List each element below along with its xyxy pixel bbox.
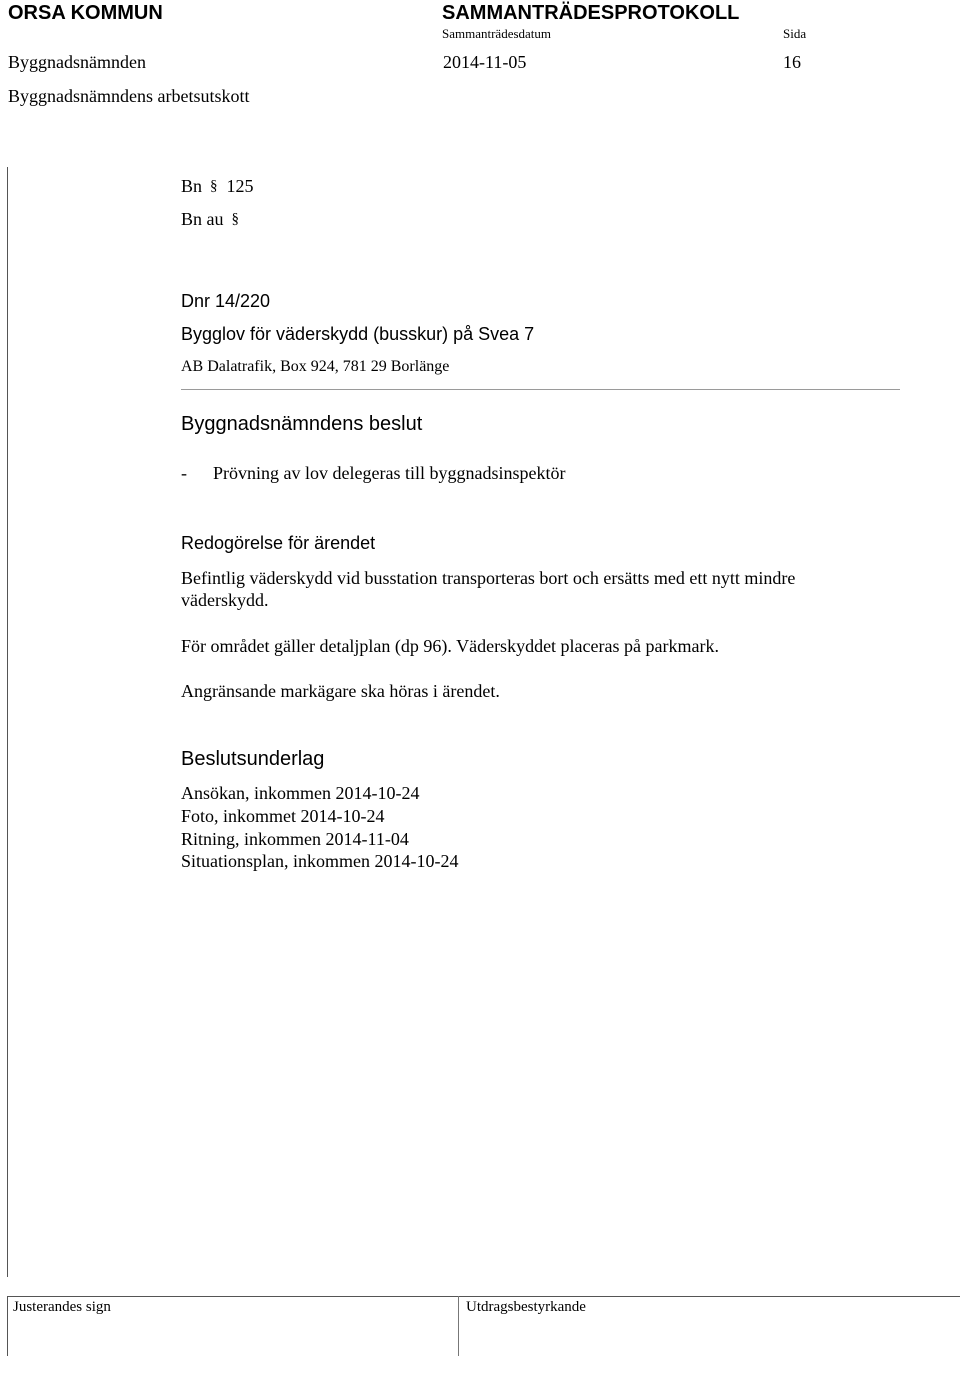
decision-item: [181, 463, 565, 484]
signature-label: Justerandes sign: [13, 1299, 111, 1315]
report-text-line: väderskydd.: [181, 590, 269, 610]
footer-divider: [458, 1296, 459, 1356]
decision-item-dash: -: [181, 463, 187, 483]
organization-name: ORSA KOMMUN: [8, 2, 163, 24]
page-number: 16: [783, 52, 801, 72]
report-text-line: Angränsande markägare ska höras i ärendet.: [181, 681, 500, 701]
applicant-address: AB Dalatrafik, Box 924, 781 29 Borlänge: [181, 358, 450, 375]
bn-au-label: Bn au: [181, 209, 224, 229]
meeting-date-label: Sammanträdesdatum: [442, 26, 552, 41]
footer-rule: [7, 1296, 960, 1297]
bn-au-paragraph-ref: [181, 209, 239, 230]
basis-item: Situationsplan, inkommen 2014-10-24: [181, 851, 459, 871]
decision-item-text: Prövning av lov delegeras till byggnadsinspektör: [213, 463, 566, 483]
report-text-line: För området gäller detaljplan (dp 96). Väderskyddet placeras på parkmark.: [181, 636, 719, 656]
margin-rule: [7, 167, 8, 1277]
page-label: Sida: [783, 26, 807, 41]
section-symbol: §: [210, 178, 218, 194]
section-symbol: §: [231, 211, 239, 227]
committee-name: Byggnadsnämnden: [8, 52, 146, 72]
bn-paragraph-ref: [181, 176, 254, 197]
footer-left-rule: [7, 1296, 8, 1356]
case-title: Bygglov för väderskydd (busskur) på Svea 7: [181, 324, 535, 344]
document-type: SAMMANTRÄDESPROTOKOLL: [442, 2, 740, 24]
extract-certification-label: Utdragsbestyrkande: [466, 1299, 586, 1315]
bn-number: 125: [226, 176, 254, 196]
bn-label: Bn: [181, 176, 203, 196]
basis-item: Ansökan, inkommen 2014-10-24: [181, 783, 420, 803]
report-heading: Redogörelse för ärendet: [181, 533, 376, 553]
basis-heading: Beslutsunderlag: [181, 748, 325, 770]
report-text-line: Befintlig väderskydd vid busstation transporteras bort och ersätts med ett nytt mindre: [181, 568, 796, 588]
meeting-date: 2014-11-05: [443, 52, 527, 72]
basis-item: Ritning, inkommen 2014-11-04: [181, 829, 409, 849]
case-number: Dnr 14/220: [181, 291, 271, 311]
case-divider: [181, 389, 900, 390]
subcommittee-name: Byggnadsnämndens arbetsutskott: [8, 86, 250, 106]
decision-heading: Byggnadsnämndens beslut: [181, 413, 423, 435]
basis-item: Foto, inkommet 2014-10-24: [181, 806, 385, 826]
